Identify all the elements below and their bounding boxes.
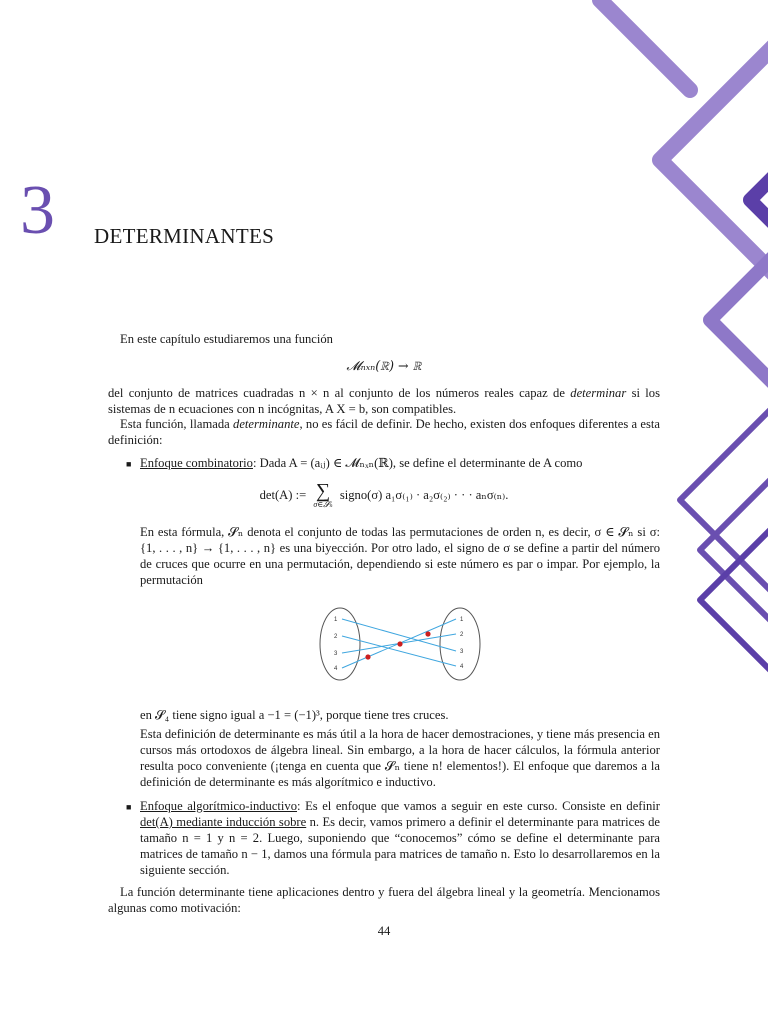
chapter-title: DETERMINANTES xyxy=(94,224,275,248)
right-label-4: 4 xyxy=(460,664,464,670)
crossing-dot xyxy=(425,631,430,636)
left-label-3: 3 xyxy=(334,651,338,657)
left-label-1: 1 xyxy=(334,617,338,623)
paragraph-4: en 𝓢₄ tiene signo igual a −1 = (−1)³, porque tiene tres cruces. xyxy=(140,708,449,722)
bullet-icon: ■ xyxy=(126,802,132,812)
paragraph-3: En esta fórmula, 𝓢ₙ denota el conjunto de todas las permutaciones de orden n, es decir, σ ∈ 𝓢ₙ si σ: {1, . . . , n} → {1, . . . , n} es una biyección. Por otro lado, el signo de σ se define a partir del número de cruces que ocurre en una permutación, dependiendo si este número es par o impar. Por ejemplo, la permutación xyxy=(140,525,660,587)
crossing-dot xyxy=(397,641,402,646)
mapping-line-2 xyxy=(342,636,456,666)
right-label-2: 2 xyxy=(460,632,464,638)
right-label-3: 3 xyxy=(460,649,464,655)
bullet-algoritmico-title: Enfoque algorítmico-inductivo xyxy=(140,799,298,813)
bullet-algoritmico: Enfoque algorítmico-inductivo: Es el enfoque que vamos a seguir en este curso. Consiste en definir det(A) mediante inducción sobre n. Es decir, vamos primero a definir el determinante para matrices de tamaño n = 1 y n = 2. Luego, suponiendo que “conocemos” cómo se define el determinante para matrices de tamaño n − 1, damos una fórmula para matrices de tamaño n. Esto lo desarrollaremos en la siguiente sección. xyxy=(140,799,660,877)
summation: ∑ σ∈𝓢ₙ xyxy=(313,480,333,509)
display-equation-2: det(A) := ∑ σ∈𝓢ₙ signo(σ) a₁σ₍₁₎ · a₂σ₍₂₎ · · · aₙσ₍ₙ₎. xyxy=(259,480,509,509)
bullet-icon: ■ xyxy=(126,459,132,469)
permutation-diagram xyxy=(318,604,482,684)
right-label-1: 1 xyxy=(460,617,464,623)
paragraph-5: Esta definición de determinante es más útil a la hora de hacer demostraciones, y tiene más presencia en cursos más ortodoxos de álgebra lineal. Sin embargo, a la hora de hacer cálculos, la fórmula anterior resulta poco conveniente (¡tenga en cuenta que 𝓢ₙ tiene n! elementos!). El enfoque que daremos a la definición de determinante es más algorítmico e inductivo. xyxy=(140,727,660,789)
crossing-dot xyxy=(365,654,370,659)
paragraph-1: del conjunto de matrices cuadradas n × n al conjunto de los números reales capaz de determinar si los sistemas de n ecuaciones con n incógnitas, A X = b, son compatibles. xyxy=(108,386,660,416)
page-number: 44 xyxy=(377,924,391,938)
left-label-2: 2 xyxy=(334,634,338,640)
intro-paragraph: En este capítulo estudiaremos una función xyxy=(120,332,333,346)
display-equation-1: 𝓜ₙₓₙ(ℝ) → ℝ xyxy=(346,358,422,373)
left-label-4: 4 xyxy=(334,666,338,672)
paragraph-2: Esta función, llamada determinante, no es fácil de definir. De hecho, existen dos enfoques diferentes a esta definición: xyxy=(108,417,661,447)
paragraph-6: La función determinante tiene aplicaciones dentro y fuera del álgebra lineal y la geometría. Mencionamos algunas como motivación: xyxy=(108,885,660,915)
bullet-combinatorio: Enfoque combinatorio: Dada A = (aᵢⱼ) ∈ 𝓜ₙₓₙ(ℝ), se define el determinante de A como xyxy=(140,456,583,470)
bullet-combinatorio-title: Enfoque combinatorio xyxy=(140,456,253,470)
chapter-number: 3 xyxy=(20,172,55,249)
left-ellipse xyxy=(320,608,360,680)
